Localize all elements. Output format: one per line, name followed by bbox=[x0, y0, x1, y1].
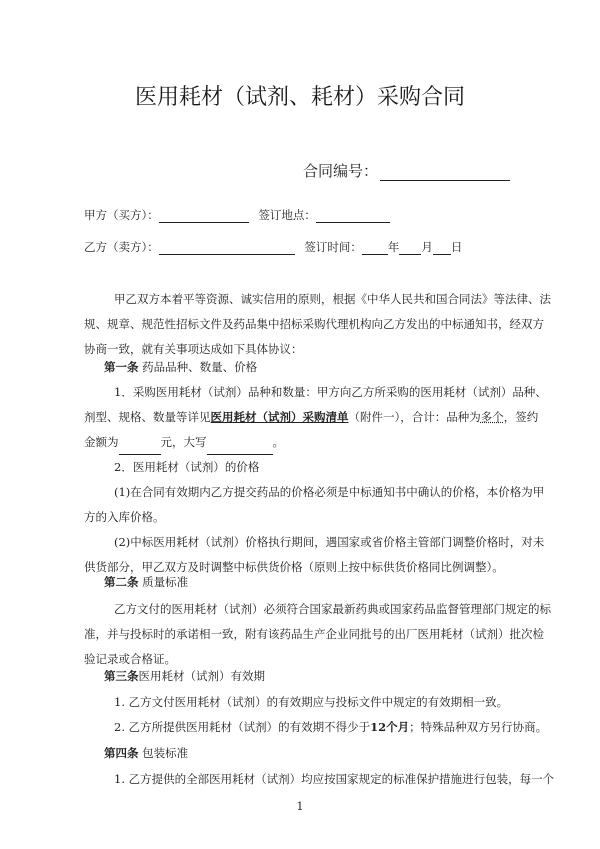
text-line: 准，并与投标时的承诺相一致，附有该药品生产企业同批号的出厂医用耗材（试剂）批次检 bbox=[84, 627, 544, 641]
article-4-number: 第四条 bbox=[104, 746, 139, 760]
text-line: (2)中标医用耗材（试剂）价格执行期间，遇国家或省价格主管部门调整价格时，对未 bbox=[114, 535, 545, 549]
text-line: 供货部分，甲乙双方及时调整中标供货价格（原则上按中标供货价格同比例调整）。 bbox=[84, 560, 504, 574]
text-line: 1. 乙方文付医用耗材（试剂）的有效期应与投标文件中规定的有效期相一致。 bbox=[114, 695, 509, 709]
text-line: 验记录或合格证。 bbox=[84, 652, 176, 666]
text-line: 方的入库价格。 bbox=[84, 510, 165, 524]
text-line: 1．采购医用耗材（试剂）品种和数量：甲方向乙方所采购的医用耗材（试剂）品种、 bbox=[114, 385, 547, 399]
article-4-heading bbox=[84, 741, 188, 766]
text-line: 金额为 元，大写 。 bbox=[84, 430, 547, 455]
article-4-body bbox=[84, 767, 554, 792]
contract-number-label: 合同编号： bbox=[303, 162, 379, 180]
intro-line: 甲乙双方本着平等资源、诚实信用的原则，根据《中华人民共和国合同法》等法律、法 bbox=[114, 292, 551, 306]
year-blank bbox=[362, 242, 388, 255]
article-2-title: 质量标准 bbox=[138, 575, 189, 589]
party-b-row bbox=[84, 239, 462, 255]
article-3-title: 医用耗材（试剂）有效期 bbox=[138, 669, 265, 683]
text-line: 2. 乙方所提供医用耗材（试剂）的有效期不得少于12个月；特殊品种双方另行协商。 bbox=[114, 720, 548, 734]
party-b-label: 乙方（卖方）： bbox=[84, 240, 159, 254]
amount-words-blank bbox=[207, 442, 273, 455]
party-a-label: 甲方（买方）： bbox=[84, 208, 159, 222]
validity-period: 12个月 bbox=[370, 720, 410, 734]
amount-blank bbox=[119, 442, 161, 455]
contract-number-row bbox=[303, 160, 510, 181]
sign-place-label: 签订地点： bbox=[258, 208, 316, 222]
text-line: 乙方文付的医用耗材（试剂）必须符合国家最新药典或国家药品监督管理部门规定的标 bbox=[114, 602, 551, 616]
party-b-blank bbox=[159, 242, 295, 255]
article-1-body bbox=[84, 380, 547, 580]
text-line: 2．医用耗材（试剂）的价格 bbox=[114, 460, 260, 474]
contract-number-blank bbox=[380, 165, 510, 181]
party-a-blank bbox=[159, 210, 249, 223]
sign-place-blank bbox=[316, 210, 390, 223]
article-3-number: 第三条 bbox=[104, 669, 139, 683]
article-4-title: 包装标准 bbox=[138, 746, 189, 760]
article-3-heading bbox=[84, 664, 265, 689]
document-title: 医用耗材（试剂、耗材）采购合同 bbox=[134, 85, 465, 110]
article-1-heading bbox=[84, 355, 257, 380]
text-line: 剂型、规格、数量等详见医用耗材（试剂）采购清单（附件一），合计：品种为多个，签约 bbox=[84, 410, 539, 424]
article-2-heading bbox=[84, 570, 188, 595]
month-blank bbox=[399, 242, 421, 255]
intro-line: 协商一致，就有关事项达成如下具体协议： bbox=[84, 342, 303, 356]
day-label: 日 bbox=[450, 240, 463, 254]
article-1-number: 第一条 bbox=[104, 360, 139, 374]
procurement-list-link: 医用耗材（试剂）采购清单 bbox=[210, 410, 349, 424]
year-label: 年 bbox=[387, 240, 400, 254]
intro-paragraph bbox=[84, 287, 551, 362]
article-3-body bbox=[84, 690, 547, 740]
month-label: 月 bbox=[421, 240, 433, 254]
intro-line: 规、规章、规范性招标文件及药品集中招标采购代理机构向乙方发出的中标通知书，经双方 bbox=[84, 317, 544, 331]
day-blank bbox=[433, 242, 451, 255]
sign-time-label: 签订时间： bbox=[304, 240, 362, 254]
party-a-row bbox=[84, 207, 390, 223]
text-line: (1)在合同有效期内乙方提交药品的价格必须是中标通知书中确认的价格，本价格为甲 bbox=[114, 485, 545, 499]
text-line: 1. 乙方提供的全部医用耗材（试剂）均应按国家规定的标准保护措施进行包装，每一个 bbox=[114, 772, 555, 786]
article-1-title: 药品品种、数量、价格 bbox=[138, 360, 258, 374]
article-2-number: 第二条 bbox=[104, 575, 139, 589]
variety-count: 多个 bbox=[480, 410, 504, 424]
article-2-body bbox=[84, 597, 551, 672]
page-number: 1 bbox=[296, 800, 304, 813]
